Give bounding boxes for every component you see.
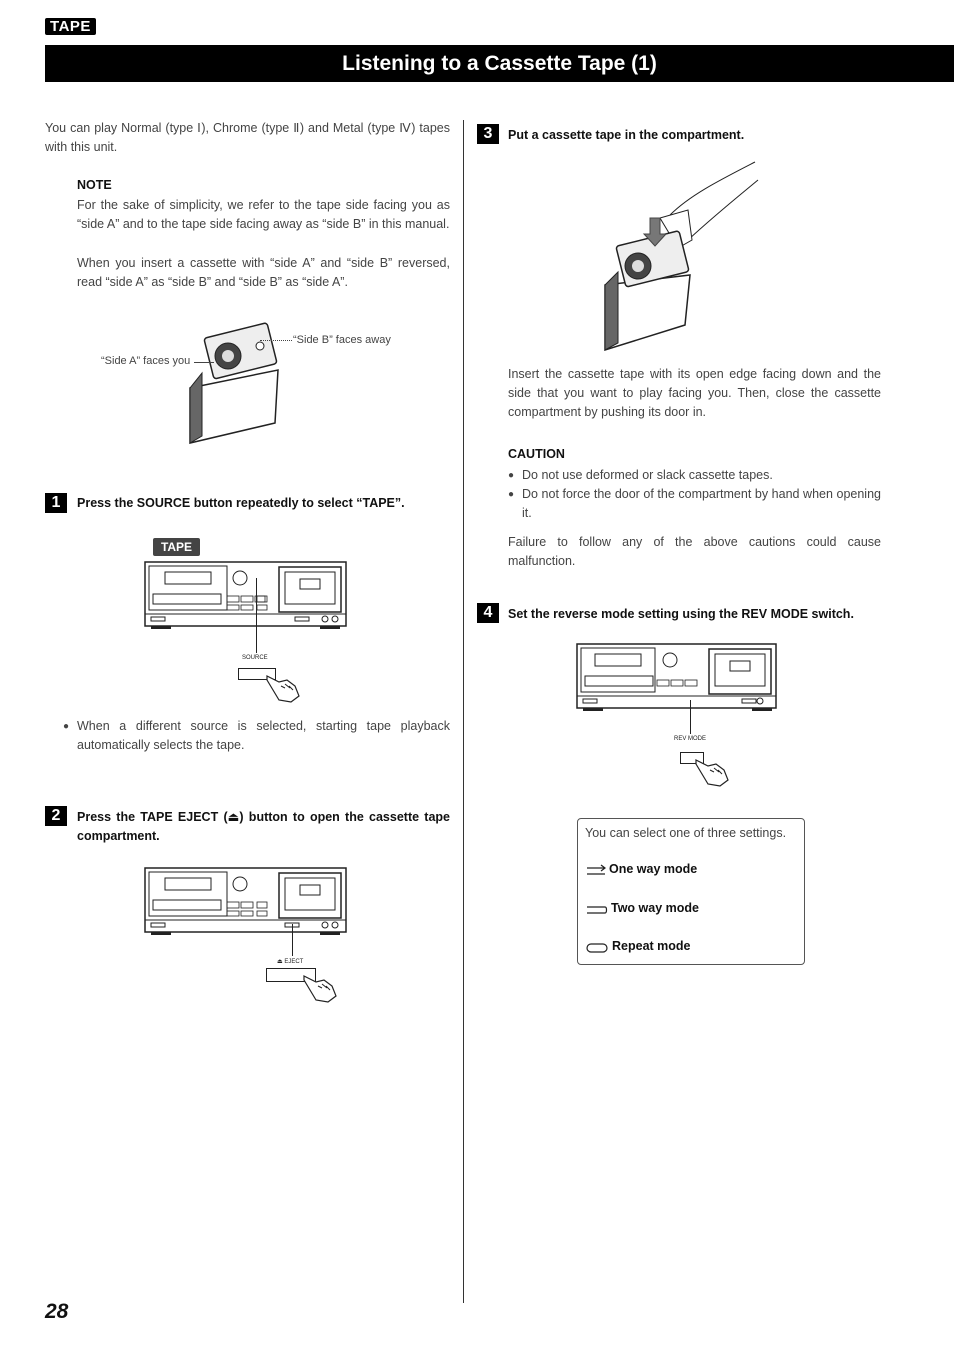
tape-display-indicator: TAPE xyxy=(153,538,200,556)
note-paragraph-2: When you insert a cassette with “side A” and “side B” reversed, read “side A” as “side B” and “side B” as “side A”. xyxy=(77,256,450,289)
two-way-mode-icon xyxy=(586,904,608,916)
one-way-mode-icon xyxy=(586,865,606,877)
source-leader-line xyxy=(256,578,257,653)
side-a-leader xyxy=(194,362,214,363)
step-3-instruction: Put a cassette tape in the compartment. xyxy=(508,128,745,142)
repeat-mode-icon xyxy=(586,942,608,954)
side-b-leader xyxy=(260,340,292,341)
side-a-label: “Side A” faces you xyxy=(101,355,191,367)
step-2-instruction: Press the TAPE EJECT (⏏) button to open the cassette tape compartment. xyxy=(77,810,450,843)
finger-pointer-icon xyxy=(265,672,301,704)
two-way-mode-label: Two way mode xyxy=(611,901,699,915)
eject-leader-line xyxy=(292,924,293,956)
note-heading: NOTE xyxy=(77,178,112,192)
page-title: Listening to a Cassette Tape (1) xyxy=(45,45,954,82)
finger-pointer-icon xyxy=(694,756,730,788)
deck-illustration-step1 xyxy=(145,562,347,628)
source-button-label: SOURCE xyxy=(242,655,268,661)
step-3-number: 3 xyxy=(477,124,499,144)
rev-mode-label: REV MODE xyxy=(674,736,707,742)
rev-mode-settings-box xyxy=(577,818,805,965)
deck-illustration-step2 xyxy=(145,868,347,934)
one-way-mode-label: One way mode xyxy=(609,862,698,876)
step-4-instruction: Set the reverse mode setting using the REV MODE switch. xyxy=(508,607,854,621)
finger-pointer-icon xyxy=(302,972,338,1004)
section-tag: TAPE xyxy=(45,18,96,35)
cassette-insert-illustration xyxy=(600,160,760,355)
intro-text: You can play Normal (type Ⅰ), Chrome (type Ⅱ) and Metal (type Ⅳ) tapes with this unit. xyxy=(45,121,450,154)
caution-heading: CAUTION xyxy=(508,447,565,461)
cassette-sides-illustration xyxy=(180,318,300,448)
caution-item-2: ● Do not force the door of the compartment by hand when opening it. xyxy=(522,485,881,523)
step-1-instruction: Press the SOURCE button repeatedly to select “TAPE”. xyxy=(77,496,405,510)
step-4-number: 4 xyxy=(477,603,499,623)
step-1-number: 1 xyxy=(45,493,67,513)
repeat-mode-label: Repeat mode xyxy=(612,939,691,953)
step-3-body: Insert the cassette tape with its open edge facing down and the side that you want to play facing you. Then, close the cassette compartment by pushing its door in. xyxy=(508,367,881,419)
side-b-label: “Side B” faces away xyxy=(293,334,391,346)
rev-mode-leader-line xyxy=(690,700,691,734)
note-paragraph-1: For the sake of simplicity, we refer to the tape side facing you as “side A” and to the tape side facing away as “side B” in this manual. xyxy=(77,198,450,231)
caution-footer: Failure to follow any of the above cautions could cause malfunction. xyxy=(508,535,881,568)
caution-item-1: ● Do not use deformed or slack cassette tapes. xyxy=(522,466,881,485)
step-1-note: ● When a different source is selected, starting tape playback automatically selects the tape. xyxy=(77,717,450,755)
eject-button-label: ⏏ EJECT xyxy=(277,959,304,965)
page-number: 28 xyxy=(45,1300,69,1323)
deck-illustration-step4 xyxy=(577,644,779,710)
step-2-number: 2 xyxy=(45,806,67,826)
column-divider xyxy=(463,120,464,1303)
settings-intro: You can select one of three settings. xyxy=(585,826,787,840)
